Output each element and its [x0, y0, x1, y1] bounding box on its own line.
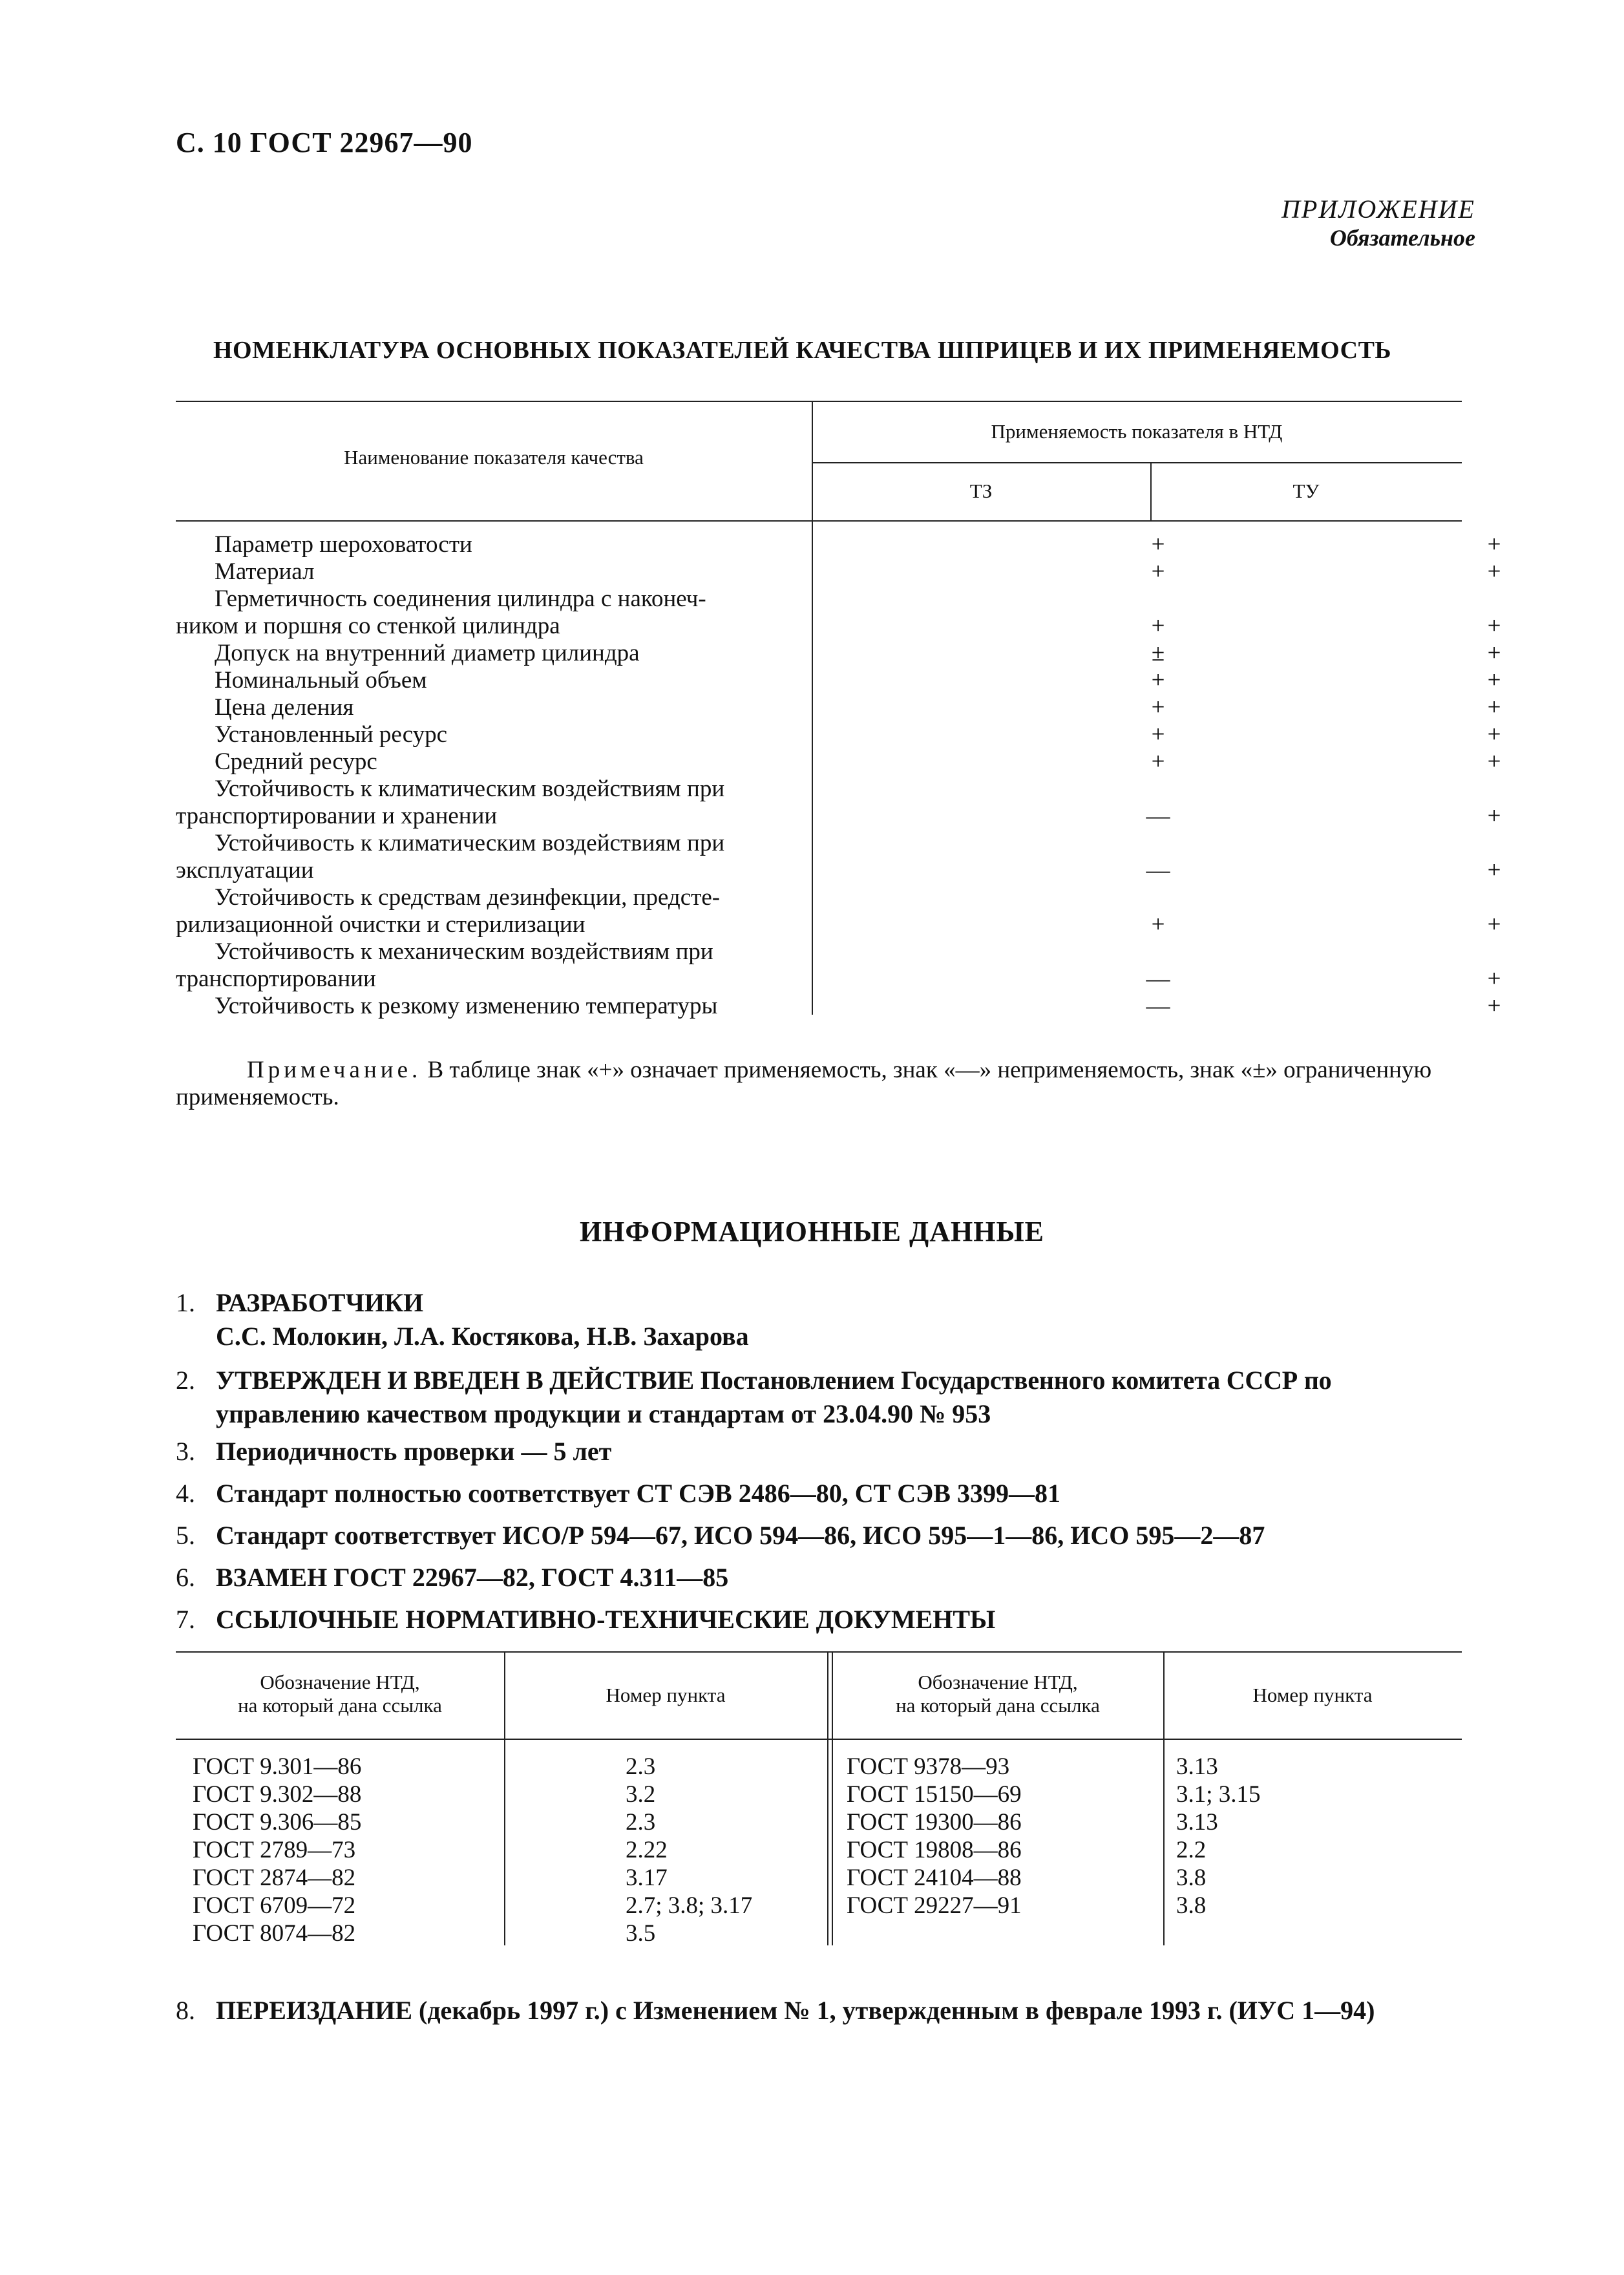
page-header: С. 10 ГОСТ 22967—90 [176, 127, 473, 158]
tz-mark: + [1151, 558, 1165, 585]
ref-item: 2.3 [626, 1753, 656, 1780]
table-row [176, 857, 1501, 884]
refs-head-doc-left [176, 1671, 504, 1717]
tz-mark: — [1146, 857, 1170, 884]
refs-divider-2 [827, 1651, 828, 1945]
tu-mark: + [1487, 803, 1501, 829]
col-tz-header: ТЗ [969, 480, 993, 502]
ref-doc: ГОСТ 9.302—88 [193, 1781, 362, 1808]
ref-item: 3.8 [1176, 1892, 1207, 1919]
tu-mark: + [1487, 558, 1501, 585]
table-row [176, 776, 1462, 803]
indicator-name: Номинальный объем [215, 667, 427, 693]
item-number: 3. [176, 1437, 195, 1466]
tz-mark: + [1151, 613, 1165, 639]
ref-item: 3.5 [626, 1920, 656, 1947]
appendix-title: ПРИЛОЖЕНИЕ [1281, 195, 1475, 224]
refs-head-item-left: Номер пункта [606, 1684, 726, 1706]
refs-head-doc-line2: на который дана ссылка [896, 1694, 1100, 1717]
table-top-rule [176, 401, 1462, 402]
item-line: С.С. Молокин, Л.А. Костякова, Н.В. Захарова [216, 1322, 749, 1351]
item-line: Стандарт соответствует ИСО/Р 594—67, ИСО 594—86, ИСО 595—1—86, ИСО 595—2—87 [216, 1521, 1265, 1550]
item-line: УТВЕРЖДЕН И ВВЕДЕН В ДЕЙСТВИЕ Постановлением Государственного комитета СССР по [216, 1366, 1332, 1395]
col-name-header: Наименование показателя качества [344, 446, 644, 469]
refs-head-doc-line1: Обозначение НТД, [260, 1671, 420, 1693]
indicator-name: ником и поршня со стенкой цилиндра [176, 613, 560, 639]
table-row [176, 613, 1501, 640]
table-row [176, 558, 1501, 586]
indicator-name: Материал [215, 558, 315, 585]
table-row [176, 993, 1501, 1020]
ref-doc: ГОСТ 24104—88 [847, 1865, 1022, 1891]
table-row [176, 531, 1501, 558]
tu-mark: + [1487, 857, 1501, 884]
appendix-subtitle: Обязательное [1329, 225, 1475, 251]
item-number: 4. [176, 1479, 195, 1508]
table-subheader-rule [812, 462, 1462, 463]
note-lead: Примечание. [247, 1057, 422, 1083]
item-number: 1. [176, 1288, 195, 1317]
ref-doc: ГОСТ 19300—86 [847, 1809, 1022, 1836]
item-number: 5. [176, 1521, 195, 1550]
item-text [216, 1561, 1494, 1594]
table-row [176, 721, 1501, 748]
indicator-name: Цена деления [215, 694, 354, 721]
item-number: 7. [176, 1605, 195, 1634]
tz-mark: + [1151, 748, 1165, 775]
item-line: Стандарт полностью соответствует СТ СЭВ 2486—80, СТ СЭВ 3399—81 [216, 1479, 1060, 1508]
table-row [176, 803, 1501, 830]
table-row [176, 966, 1501, 993]
table-row [176, 640, 1501, 667]
refs-header-rule [176, 1739, 1462, 1740]
refs-head-doc-right [832, 1671, 1163, 1717]
indicator-name: Устойчивость к средствам дезинфекции, предсте- [215, 884, 721, 911]
table-row [176, 586, 1462, 613]
appendix-label [1281, 194, 1475, 251]
ref-doc: ГОСТ 9378—93 [847, 1753, 1010, 1780]
item-number: 8. [176, 1996, 195, 2025]
info-title: ИНФОРМАЦИОННЫЕ ДАННЫЕ [579, 1216, 1045, 1247]
col-tu-header: ТУ [1292, 480, 1320, 502]
ref-item: 2.22 [626, 1837, 668, 1863]
main-title: НОМЕНКЛАТУРА ОСНОВНЫХ ПОКАЗАТЕЛЕЙ КАЧЕСТВА ШПРИЦЕВ И ИХ ПРИМЕНЯЕМОСТЬ [213, 337, 1392, 364]
tu-mark: + [1487, 531, 1501, 558]
indicator-name: Параметр шероховатости [215, 531, 472, 558]
ref-item: 2.7; 3.8; 3.17 [626, 1892, 753, 1919]
ref-doc: ГОСТ 19808—86 [847, 1837, 1022, 1863]
indicator-name: Устойчивость к резкому изменению температуры [215, 993, 718, 1019]
indicator-name: Устойчивость к климатическим воздействиям при [215, 830, 725, 856]
item-text: ПЕРЕИЗДАНИЕ (декабрь 1997 г.) с Изменением № 1, утвержденным в феврале 1993 г. (ИУС 1—94) [216, 1996, 1375, 2025]
item-text [216, 1286, 1494, 1353]
ref-item: 3.13 [1176, 1809, 1218, 1836]
refs-head-item-right: Номер пункта [1252, 1684, 1373, 1706]
tz-mark: — [1146, 993, 1170, 1019]
indicator-name: рилизационной очистки и стерилизации [176, 911, 585, 938]
tu-mark: + [1487, 748, 1501, 775]
ref-doc: ГОСТ 29227—91 [847, 1892, 1022, 1919]
indicator-name: транспортировании и хранении [176, 803, 498, 829]
indicator-name: Устойчивость к механическим воздействиям при [215, 938, 713, 965]
ref-doc: ГОСТ 6709—72 [193, 1892, 356, 1919]
table-row [176, 667, 1501, 694]
refs-head-doc-line1: Обозначение НТД, [918, 1671, 1078, 1693]
ref-doc: ГОСТ 2789—73 [193, 1837, 356, 1863]
tz-mark: — [1146, 803, 1170, 829]
table-row [176, 911, 1501, 938]
ref-item: 3.8 [1176, 1865, 1207, 1891]
item-text [216, 1364, 1494, 1431]
table-row [176, 884, 1462, 911]
table-header-rule [176, 520, 1462, 522]
item-line: управлению качеством продукции и стандартам от 23.04.90 № 953 [216, 1399, 991, 1428]
ref-item: 3.2 [626, 1781, 656, 1808]
item-number: 6. [176, 1563, 195, 1592]
note-text: В таблице знак «+» означает применяемость, знак «—» неприменяемость, знак «±» ограниченную применяемость. [176, 1057, 1432, 1110]
refs-head-doc-line2: на который дана ссылка [238, 1694, 442, 1717]
ref-item: 2.2 [1176, 1837, 1207, 1863]
item-text [216, 1477, 1494, 1510]
indicator-name: Средний ресурс [215, 748, 377, 775]
tu-mark: + [1487, 721, 1501, 748]
item-line: ВЗАМЕН ГОСТ 22967—82, ГОСТ 4.311—85 [216, 1563, 729, 1592]
tu-mark: + [1487, 966, 1501, 992]
table-row [176, 830, 1462, 857]
item-line: ССЫЛОЧНЫЕ НОРМАТИВНО-ТЕХНИЧЕСКИЕ ДОКУМЕНТЫ [216, 1605, 996, 1634]
item-text [216, 1603, 1494, 1636]
tz-mark: + [1151, 694, 1165, 721]
item-line: Периодичность проверки — 5 лет [216, 1437, 612, 1466]
tu-mark: + [1487, 613, 1501, 639]
tu-mark: + [1487, 911, 1501, 938]
tz-mark: + [1151, 531, 1165, 558]
indicator-name: Допуск на внутренний диаметр цилиндра [215, 640, 640, 666]
ref-doc: ГОСТ 9.301—86 [193, 1753, 362, 1780]
item-line: РАЗРАБОТЧИКИ [216, 1288, 424, 1317]
ref-doc: ГОСТ 8074—82 [193, 1920, 356, 1947]
ref-doc: ГОСТ 9.306—85 [193, 1809, 362, 1836]
item-text [216, 1435, 1494, 1468]
item-number: 2. [176, 1366, 195, 1395]
col-group-header: Применяемость показателя в НТД [991, 420, 1283, 443]
indicator-name: Устойчивость к климатическим воздействиям при [215, 776, 725, 802]
refs-top-rule [176, 1651, 1462, 1653]
ref-doc: ГОСТ 15150—69 [847, 1781, 1022, 1808]
tz-mark: — [1146, 966, 1170, 992]
ref-item: 2.3 [626, 1809, 656, 1836]
tu-mark: + [1487, 667, 1501, 693]
item-text [216, 1519, 1494, 1552]
tz-mark: ± [1151, 640, 1165, 666]
table-row [176, 748, 1501, 776]
tz-mark: + [1151, 911, 1165, 938]
ref-item: 3.1; 3.15 [1176, 1781, 1261, 1808]
indicator-name: Установленный ресурс [215, 721, 448, 748]
table-row [176, 938, 1462, 966]
indicator-name: транспортировании [176, 966, 376, 992]
table-row [176, 694, 1501, 721]
indicator-name: эксплуатации [176, 857, 314, 884]
indicator-name: Герметичность соединения цилиндра с наконеч- [215, 586, 706, 612]
tz-mark: + [1151, 721, 1165, 748]
tu-mark: + [1487, 993, 1501, 1019]
ref-item: 3.17 [626, 1865, 668, 1891]
tu-mark: + [1487, 640, 1501, 666]
tz-mark: + [1151, 667, 1165, 693]
table-note [176, 1057, 1494, 1111]
ref-item: 3.13 [1176, 1753, 1218, 1780]
ref-doc: ГОСТ 2874—82 [193, 1865, 356, 1891]
tu-mark: + [1487, 694, 1501, 721]
